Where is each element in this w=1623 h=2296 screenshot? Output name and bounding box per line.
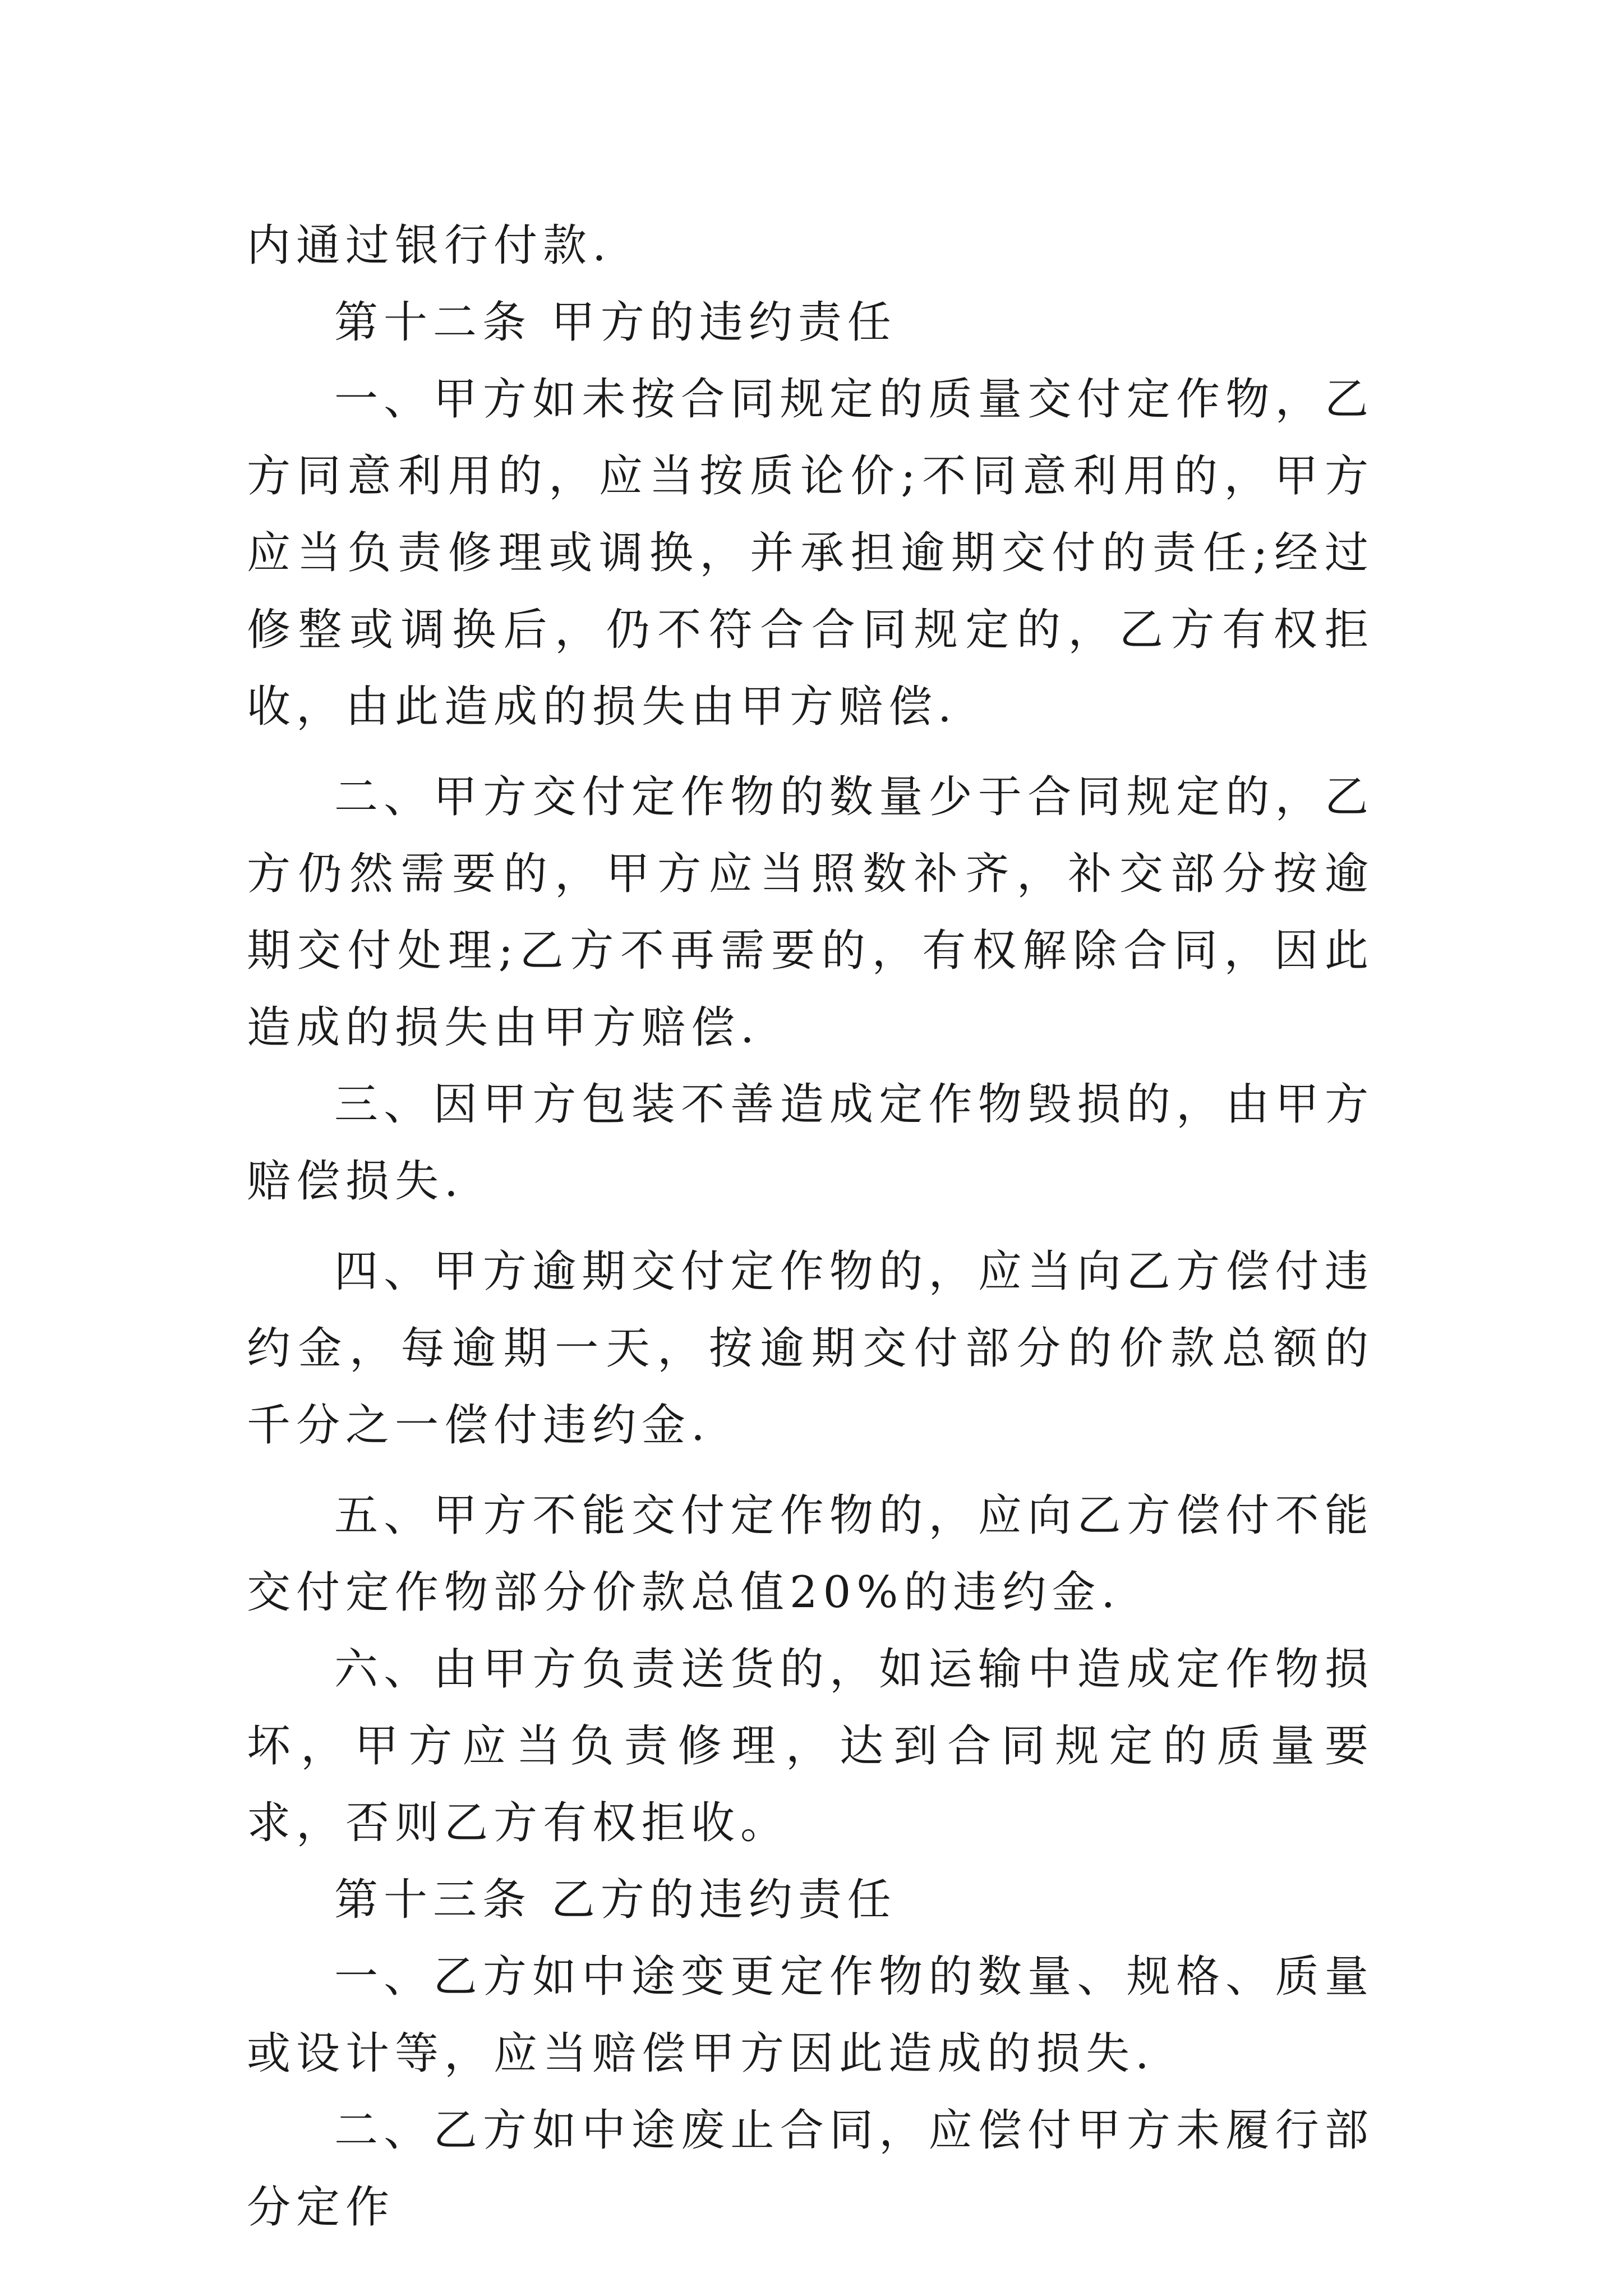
article-12-clause-1: 一、甲方如未按合同规定的质量交付定作物，乙方同意利用的，应当按质论价;不同意利用的，甲方应当负责修理或调换，并承担逾期交付的责任;经过修整或调换后，仍不符合合同规定的，乙方有权拒收，由此造成的损失由甲方赔偿.	[247, 374, 1374, 732]
article-12-clause-5: 五、甲方不能交付定作物的，应向乙方偿付不能交付定作物部分价款总值20%的违约金.	[247, 1490, 1374, 1618]
paragraph-gap	[247, 1220, 1374, 1234]
document-body	[247, 208, 1374, 2246]
article-12-heading: 第十二条 甲方的违约责任	[334, 297, 897, 348]
article-12-clause-6: 六、由甲方负责送货的，如运输中造成定作物损坏，甲方应当负责修理，达到合同规定的质量要求，否则乙方有权拒收。	[247, 1644, 1374, 1848]
article-12-clause-2: 二、甲方交付定作物的数量少于合同规定的，乙方仍然需要的，甲方应当照数补齐，补交部分按逾期交付处理;乙方不再需要的，有权解除合同，因此造成的损失由甲方赔偿.	[247, 772, 1374, 1053]
paragraph-gap	[247, 746, 1374, 759]
article-13-heading: 第十三条 乙方的违约责任	[334, 1875, 897, 1925]
article-12-clause-3: 三、因甲方包装不善造成定作物毁损的，由甲方赔偿损失.	[247, 1079, 1374, 1207]
article-13-clause-2: 二、乙方如中途废止合同，应偿付甲方未履行部分定作	[247, 2105, 1374, 2233]
paragraph-payment-continuation: 内通过银行付款.	[247, 220, 612, 271]
article-12-clause-4: 四、甲方逾期交付定作物的，应当向乙方偿付违约金，每逾期一天，按逾期交付部分的价款总额的千分之一偿付违约金.	[247, 1246, 1374, 1451]
paragraph-gap	[247, 1464, 1374, 1478]
article-13-clause-1: 一、乙方如中途变更定作物的数量、规格、质量或设计等，应当赔偿甲方因此造成的损失.	[247, 1952, 1374, 2079]
